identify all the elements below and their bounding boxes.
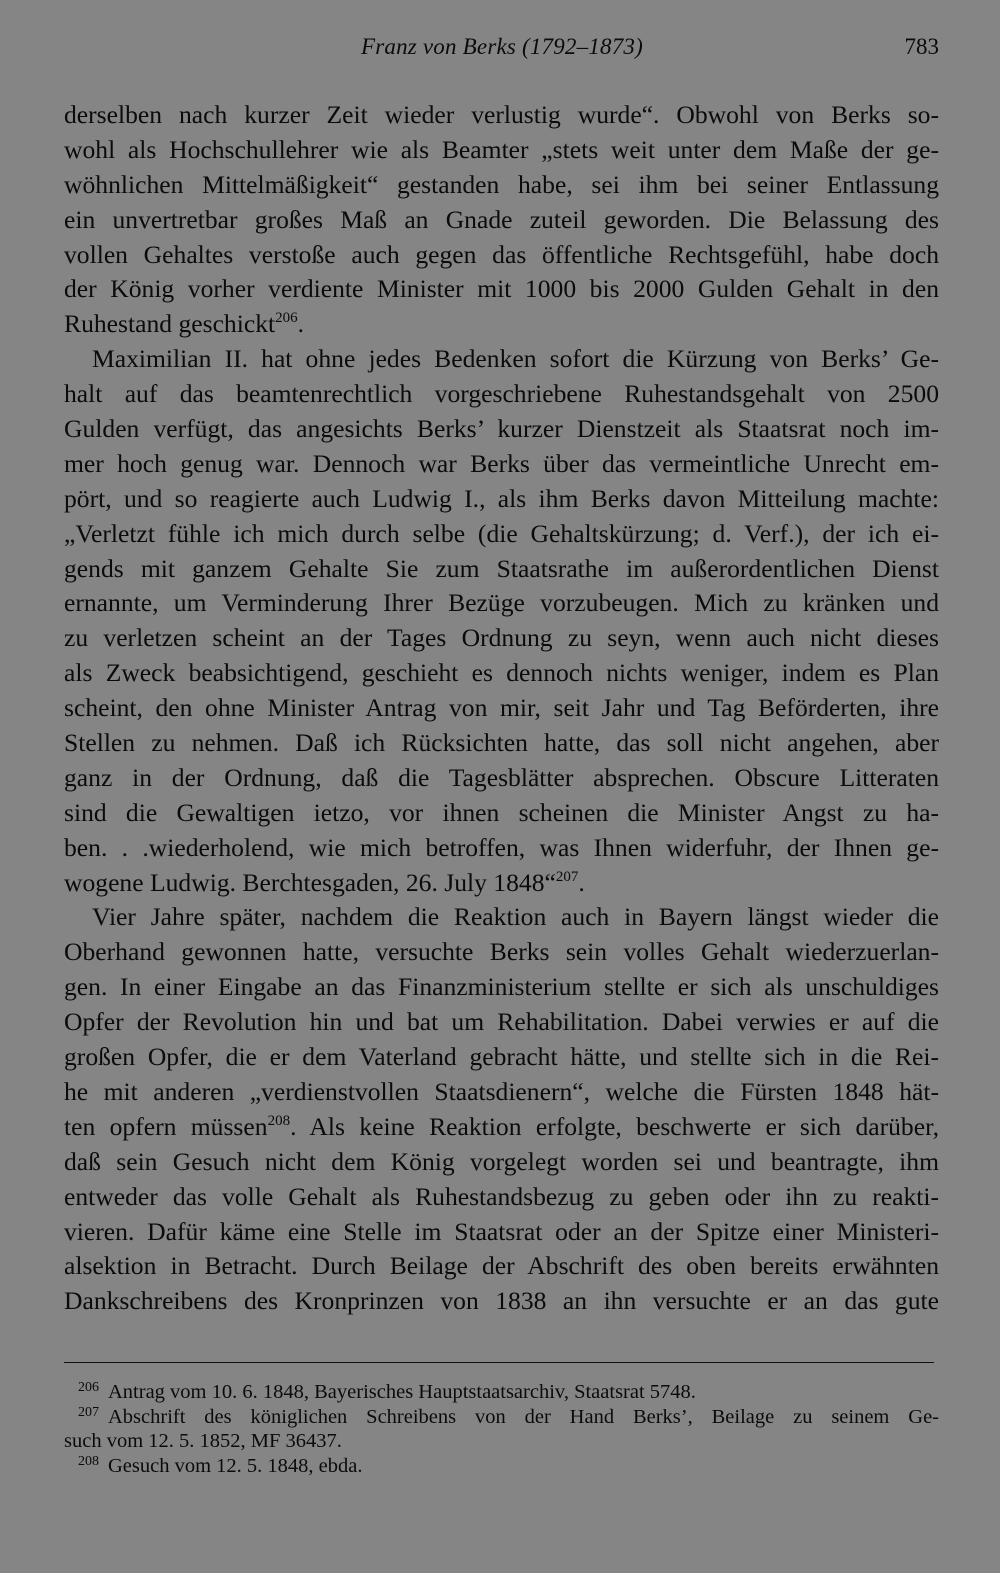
text-line-content: großen Opfer, die er dem Vaterland gebracht hätte, und stellte sich in die Rei- (64, 1042, 939, 1072)
text-line-content: wöhnlichen Mittelmäßigkeit“ gestanden habe, sei ihm bei seiner Entlassung (64, 169, 939, 199)
text-line (64, 1249, 939, 1284)
text-line (64, 761, 939, 796)
text-line-content: Maximilian II. hat ohne jedes Bedenken sofort die Kürzung von Berks’ Ge- (92, 344, 939, 374)
text-line-content: Vier Jahre später, nachdem die Reaktion auch in Bayern längst wieder die (92, 902, 939, 932)
footnotes (64, 1380, 939, 1478)
text-line-content: wogene Ludwig. Berchtesgaden, 26. July 1848“ (64, 867, 556, 897)
text-line (64, 168, 939, 203)
footnote-text: Antrag vom 10. 6. 1848, Bayerisches Hauptstaatsarchiv, Staatsrat 5748. (108, 1381, 696, 1403)
footnote-number: 206 (78, 1380, 99, 1395)
text-line-content: wohl als Hochschullehrer wie als Beamter „stets weit unter dem Maße der ge- (64, 134, 939, 164)
text-line-content: he mit anderen „verdienstvollen Staatsdienern“, welche die Fürsten 1848 hät- (64, 1076, 939, 1106)
text-line (64, 133, 939, 168)
text-line-content: Oberhand gewonnen hatte, versuchte Berks sein volles Gehalt wiederzuerlan- (64, 937, 939, 967)
text-line-content: ganz in der Ordnung, daß die Tagesblätter absprechen. Obscure Litteraten (64, 762, 939, 792)
footnote-line (64, 1454, 939, 1479)
text-line-content: gen. In einer Eingabe an das Finanzministerium stellte er sich als unschuldiges (64, 972, 939, 1002)
text-line (64, 342, 939, 377)
text-line-content: Dankschreibens des Kronprinzen von 1838 an ihn versuchte er an das gute (64, 1286, 939, 1316)
text-line (64, 1040, 939, 1075)
text-line-content: ein unvertretbar großes Maß an Gnade zuteil geworden. Die Belassung des (64, 204, 939, 234)
text-line-content: entweder das volle Gehalt als Ruhestandsbezug zu geben oder ihn zu reakti- (64, 1181, 939, 1211)
text-line-content: ben. . .wiederholend, wie mich betroffen, was Ihnen widerfuhr, der Ihnen ge- (64, 832, 939, 862)
text-line-content: ten opfern müssen (64, 1111, 268, 1141)
text-line-content: vollen Gehaltes verstoße auch gegen das öffentliche Rechtsgefühl, habe doch (64, 239, 939, 269)
footnote-reference: 208 (267, 1112, 291, 1129)
text-line (64, 517, 939, 552)
footnote-line (64, 1429, 939, 1454)
text-line-content: vieren. Dafür käme eine Stelle im Staatsrat oder an der Spitze einer Ministeri- (64, 1216, 939, 1246)
text-line-continuation: . Als keine Reaktion erfolgte, beschwerte er sich darüber, (290, 1111, 939, 1141)
text-line-content: Opfer der Revolution hin und bat um Rehabilitation. Dabei verwies er auf die (64, 1007, 939, 1037)
text-line (64, 796, 939, 831)
text-line (64, 656, 939, 691)
text-line-content: Gulden verfügt, das angesichts Berks’ kurzer Dienstzeit als Staatsrat noch im- (64, 414, 939, 444)
text-line-content: derselben nach kurzer Zeit wieder verlustig wurde“. Obwohl von Berks so- (64, 100, 939, 129)
text-line (64, 831, 939, 866)
text-line-content: pört, und so reagierte auch Ludwig I., als ihm Berks davon Mitteilung machte: (64, 483, 939, 513)
body-text (64, 98, 939, 1319)
text-line (64, 1005, 939, 1040)
text-line-continuation: . (297, 309, 305, 339)
footnote-reference: 206 (275, 310, 298, 327)
text-line (64, 970, 939, 1005)
text-line (64, 866, 939, 901)
text-line (64, 1284, 939, 1319)
text-line (64, 1075, 939, 1110)
text-line (64, 307, 939, 342)
text-line (64, 377, 939, 412)
text-line (64, 1145, 939, 1180)
text-line-content: scheint, den ohne Minister Antrag von mir, seit Jahr und Tag Beförderten, ihre (64, 693, 939, 723)
text-line (64, 447, 939, 482)
text-line-content: der König vorher verdiente Minister mit 1000 bis 2000 Gulden Gehalt in den (64, 274, 939, 304)
footnote-line (64, 1405, 939, 1430)
text-line (64, 900, 939, 935)
text-line (64, 935, 939, 970)
text-line (64, 482, 939, 517)
text-line (64, 98, 939, 133)
text-line-content: mer hoch genug war. Dennoch war Berks über das vermeintliche Unrecht em- (64, 448, 939, 478)
footnote-text: such vom 12. 5. 1852, MF 36437. (64, 1430, 342, 1452)
text-line-content: als Zweck beabsichtigend, geschieht es dennoch nichts weniger, indem es Plan (64, 658, 939, 688)
text-line (64, 552, 939, 587)
text-line (64, 1215, 939, 1250)
text-line-content: sind die Gewaltigen ietzo, vor ihnen scheinen die Minister Angst zu ha- (64, 797, 939, 827)
text-line-continuation: . (578, 867, 585, 897)
text-line (64, 272, 939, 307)
footnote-reference: 207 (555, 868, 579, 885)
text-line-content: zu verletzen scheint an der Tages Ordnung zu seyn, wenn auch nicht dieses (64, 623, 939, 653)
text-line (64, 726, 939, 761)
text-line-content: Stellen zu nehmen. Daß ich Rücksichten hatte, das soll nicht angehen, aber (64, 728, 939, 758)
book-page (64, 30, 939, 1550)
page-number: 783 (904, 34, 939, 59)
text-line (64, 1180, 939, 1215)
footnote-number: 208 (78, 1453, 99, 1469)
text-line (64, 1110, 939, 1145)
text-line (64, 238, 939, 273)
text-line (64, 586, 939, 621)
text-line (64, 621, 939, 656)
text-line (64, 691, 939, 726)
text-line-content: Ruhestand geschickt (64, 309, 276, 339)
text-line-content: halt auf das beamtenrechtlich vorgeschriebene Ruhestandsgehalt von 2500 (64, 379, 939, 409)
footnote-text: Abschrift des königlichen Schreibens von der Hand Berks’, Beilage zu seinem Ge- (108, 1405, 939, 1428)
text-line-content: ernannte, um Verminderung Ihrer Bezüge vorzubeugen. Mich zu kränken und (64, 588, 939, 618)
text-line-content: „Verletzt fühle ich mich durch selbe (die Gehaltskürzung; d. Verf.), der ich ei- (64, 518, 939, 548)
footnote-line (64, 1380, 939, 1405)
footnote-text: Gesuch vom 12. 5. 1848, ebda. (108, 1454, 363, 1477)
text-line-content: alsektion in Betracht. Durch Beilage der Abschrift des oben bereits erwähnten (64, 1251, 939, 1281)
footnote-number: 207 (78, 1404, 99, 1420)
running-head (64, 30, 939, 70)
running-title: Franz von Berks (1792–1873) (361, 34, 643, 59)
text-line (64, 203, 939, 238)
footnote-rule (64, 1362, 934, 1363)
text-line-content: daß sein Gesuch nicht dem König vorgelegt worden sei und beantragte, ihm (64, 1146, 939, 1176)
text-line (64, 412, 939, 447)
text-line-content: gends mit ganzem Gehalte Sie zum Staatsrathe im außerordentlichen Dienst (64, 553, 939, 583)
